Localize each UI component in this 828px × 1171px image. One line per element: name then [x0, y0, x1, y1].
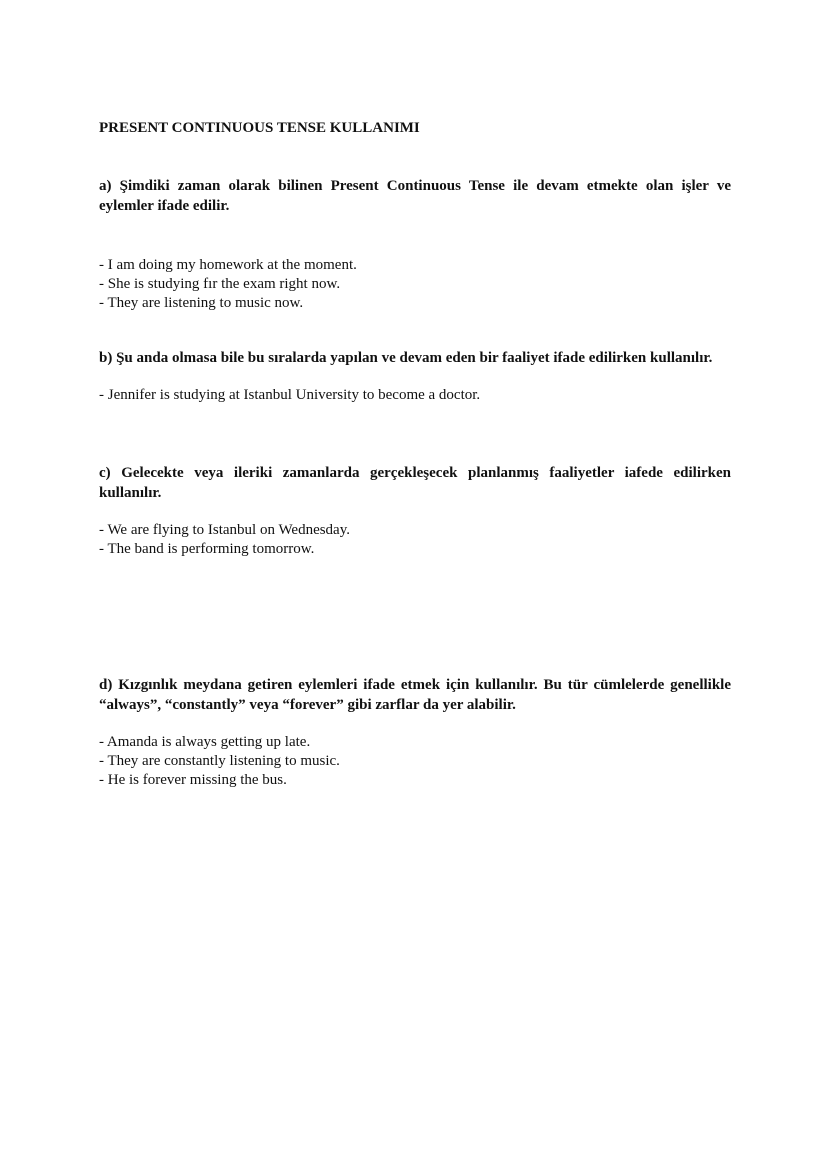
example-sentence: - She is studying fır the exam right now.	[99, 276, 341, 292]
section-b	[99, 348, 731, 405]
section-b-examples	[99, 386, 731, 405]
example-sentence: - They are listening to music now.	[99, 295, 304, 311]
section-a-heading: a) Şimdiki zaman olarak bilinen Present Continuous Tense ile devam etmekte olan işler ve eylemler ifade edilir.	[99, 178, 731, 214]
document-title: PRESENT CONTINUOUS TENSE KULLANIMI	[99, 120, 420, 136]
section-c-heading: c) Gelecekte veya ileriki zamanlarda gerçekleşecek planlanmış faaliyetler iafede edilirken kullanılır.	[99, 465, 731, 501]
section-c-examples	[99, 521, 731, 559]
section-a-examples	[99, 256, 731, 313]
example-sentence: - Jennifer is studying at Istanbul University to become a doctor.	[99, 387, 481, 403]
example-sentence: - I am doing my homework at the moment.	[99, 257, 357, 273]
section-a	[99, 176, 731, 313]
example-sentence: - Amanda is always getting up late.	[99, 734, 311, 750]
section-d	[99, 675, 731, 790]
example-sentence: - We are flying to Istanbul on Wednesday.	[99, 522, 350, 538]
example-sentence: - The band is performing tomorrow.	[99, 541, 315, 557]
section-c	[99, 463, 731, 559]
example-sentence: - He is forever missing the bus.	[99, 772, 287, 788]
section-b-heading: b) Şu anda olmasa bile bu sıralarda yapılan ve devam eden bir faaliyet ifade edilirken kullanılır.	[99, 350, 713, 366]
section-d-examples	[99, 733, 731, 790]
example-sentence: - They are constantly listening to music.	[99, 753, 340, 769]
section-d-heading: d) Kızgınlık meydana getiren eylemleri ifade etmek için kullanılır. Bu tür cümlelerde genellikle “always”, “constantly” veya “forever” gibi zarflar da yer alabilir.	[99, 677, 731, 713]
